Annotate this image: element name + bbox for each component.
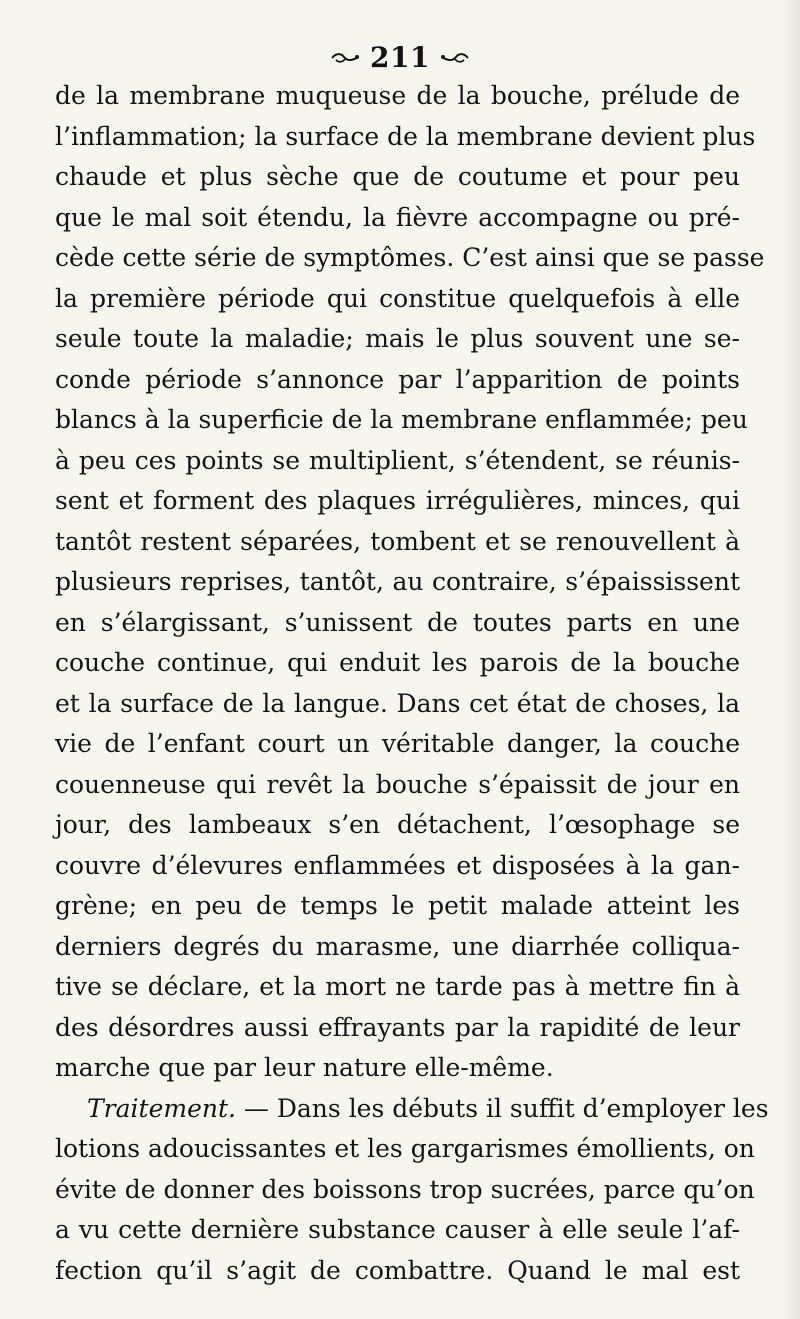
text-line: tive se déclare, et la mort ne tarde pas à mettre fin à (55, 972, 740, 1001)
text-line: jour, des lambeaux s’en détachent, l’œsophage se (55, 810, 740, 839)
text-line: grène; en peu de temps le petit malade atteint les (55, 891, 740, 920)
text-line: la première période qui constitue quelquefois à elle (55, 283, 740, 313)
text-line: chaude et plus sèche que de coutume et pour peu (55, 162, 740, 191)
text-line: lotions adoucissantes et les gargarismes émollients, on (55, 1134, 755, 1163)
text-line: seule toute la maladie; mais le plus souvent une se- (55, 324, 740, 353)
text-line: et la surface de la langue. Dans cet état de choses, la (55, 688, 740, 718)
text-line: l’inflammation; la surface de la membrane devient plus (55, 121, 756, 151)
text-line: évite de donner des boissons trop sucrées, parce qu’on (55, 1174, 755, 1204)
text-line: fection qu’il s’agit de combattre. Quand le mal est (55, 1255, 740, 1285)
text-line: sent et forment des plaques irrégulières, minces, qui (55, 486, 740, 515)
body-text (55, 76, 769, 1291)
text-line: conde période s’annonce par l’apparition de points (55, 364, 740, 394)
text-line-paragraph-end: marche que par leur nature elle-même. (55, 1053, 554, 1082)
page-edge-shadow (782, 0, 800, 1319)
page-number: 211 (370, 41, 430, 74)
fleuron-left-icon (330, 51, 360, 65)
traitement-first-line-text: — Dans les débuts il suffit d’employer les (235, 1093, 769, 1123)
text-line: à peu ces points se multiplient, s’étendent, se réunis- (55, 445, 740, 475)
text-line: des désordres aussi effrayants par la rapidité de leur (55, 1012, 740, 1042)
page-header (0, 38, 800, 78)
text-line: couenneuse qui revêt la bouche s’épaissit de jour en (55, 769, 740, 799)
text-line: blancs à la superficie de la membrane enflammée; peu (55, 405, 748, 434)
text-line: cède cette série de symptômes. C’est ainsi que se passe (55, 243, 765, 272)
traitement-first-line (55, 1089, 769, 1130)
text-line: plusieurs reprises, tantôt, au contraire, s’épaississent (55, 567, 740, 596)
text-line: tantôt restent séparées, tombent et se renouvellent à (55, 526, 740, 556)
text-line: derniers degrés du marasme, une diarrhée colliqua- (55, 931, 740, 961)
text-line: couvre d’élevures enflammées et disposées à la gan- (55, 850, 740, 880)
traitement-label: Traitement. (87, 1093, 236, 1123)
text-line: vie de l’enfant court un véritable danger, la couche (55, 729, 740, 758)
text-line: couche continue, qui enduit les parois de la bouche (55, 648, 740, 677)
text-line: a vu cette dernière substance causer à elle seule l’af- (55, 1215, 740, 1244)
text-line: de la membrane muqueuse de la bouche, prélude de (55, 81, 740, 110)
text-line: en s’élargissant, s’unissent de toutes parts en une (55, 607, 740, 637)
text-line: que le mal soit étendu, la fièvre accompagne ou pré- (55, 202, 740, 232)
fleuron-right-icon (440, 51, 470, 65)
